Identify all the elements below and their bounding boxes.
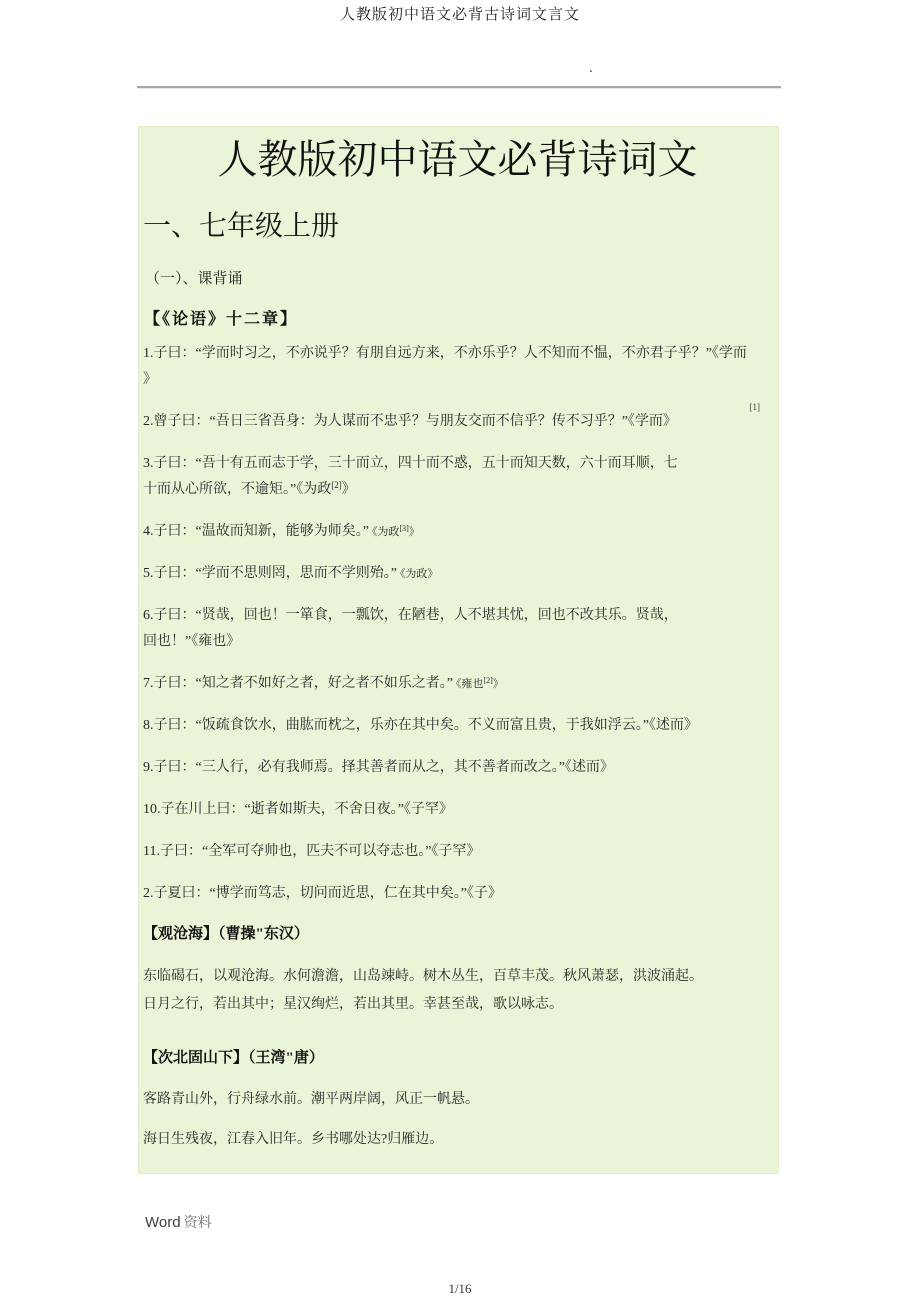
item-text-line: 9.子曰：“三人行，必有我师焉。择其善者而从之，其不善者而改之。”《述而》 <box>143 760 614 775</box>
analects-item-7 <box>143 671 772 697</box>
analects-item-12 <box>143 881 772 907</box>
analects-item-10 <box>143 797 772 823</box>
analects-item-3 <box>143 451 772 503</box>
citation-text: 《为政 <box>371 526 400 538</box>
poem-title: 【次北固山下】（王湾"唐） <box>143 1050 324 1066</box>
page-title: 人教版初中语文必背诗词文 <box>217 137 698 182</box>
source-citation <box>456 678 504 690</box>
item-text: 5.子曰：“学而不思则罔，思而不学则殆。” <box>143 566 397 581</box>
item-text-line: 回也！”《雍也》 <box>143 634 241 649</box>
word-label: Word <box>145 1214 181 1231</box>
subsection-heading-recite: （一）、课背诵 <box>145 271 243 287</box>
item-text-line: 3.子曰：“吾十有五而志于学，三十而立，四十而不惑，五十而知天数，六十而耳顺，七 <box>143 456 678 471</box>
citation-superscript: [2] <box>331 480 342 490</box>
stray-dot: . <box>589 60 593 76</box>
item-text-line: 6.子曰：“贤哉，回也！一箪食，一瓢饮，在陋巷，人不堪其忧，回也不改其乐。贤哉， <box>143 608 678 623</box>
item-text-line: 1.子曰：“学而时习之，不亦说乎？有朋自远方来，不亦乐乎？人不知而不愠，不亦君子乎？”《学而 <box>143 346 747 361</box>
section-heading-grade7-vol1: 一、七年级上册 <box>143 211 340 242</box>
analects-item-8 <box>143 713 772 739</box>
poem-line: 东临碣石，以观沧海。水何澹澹，山岛竦峙。树木丛生，百草丰茂。秋风萧瑟，洪波涌起。 <box>143 969 703 984</box>
poem-guancanghai <box>143 923 772 1019</box>
footer-brand <box>145 1212 212 1232</box>
item-text: 4.子曰：“温故而知新，能够为师矣。” <box>143 524 369 539</box>
analects-item-1 <box>143 341 772 393</box>
item-text: 》 <box>341 482 356 497</box>
analects-item-11 <box>143 839 772 865</box>
poem-cibeigushanxia <box>143 1047 772 1153</box>
ziliao-label: 资料 <box>183 1216 212 1231</box>
page-number: 1/16 <box>448 1281 472 1296</box>
citation-text: 》 <box>408 526 420 538</box>
item-text-line: 》 <box>143 372 157 387</box>
content-sheet <box>138 126 779 1174</box>
item-text-line: 10.子在川上曰：“逝者如斯夫，不舍日夜。”《子罕》 <box>143 802 453 817</box>
item-text-line: 11.子曰：“全军可夺帅也，匹夫不可以夺志也。”《子罕》 <box>143 844 481 859</box>
citation-text: 》 <box>492 678 504 690</box>
footnote-marker: [1] <box>749 402 760 412</box>
citation-text: 《雍也 <box>455 678 484 690</box>
analects-item-6 <box>143 603 772 655</box>
analects-item-4 <box>143 519 772 545</box>
item-text-line: 2.曾子曰：“吾日三省吾身：为人谋而不忠乎？与朋友交而不信乎？传不习乎？”《学而》 <box>143 414 677 429</box>
horizontal-rule <box>137 86 781 89</box>
item-text: 十而从心所欲，不逾矩。”《为政 <box>143 482 332 497</box>
source-citation: 《为政》 <box>399 568 439 580</box>
analects-item-list <box>143 341 772 907</box>
analects-item-2 <box>143 402 772 435</box>
poems-section <box>143 923 772 1153</box>
poem-line: 客路青山外，行舟绿水前。潮平两岸阔，风正一帆悬。 <box>143 1092 479 1107</box>
poem-line: 海日生残夜，江春入旧年。乡书哪处达?归雁边。 <box>143 1132 444 1147</box>
item-text-line: 8.子曰：“饭疏食饮水，曲肱而枕之，乐亦在其中矣。不义而富且贵，于我如浮云。”《述而》 <box>143 718 698 733</box>
citation-superscript: [2] <box>483 676 493 685</box>
citation-superscript: [3] <box>399 524 409 533</box>
document-header-title: 人教版初中语文必背古诗词文言文 <box>339 7 580 23</box>
poem-title: 【观沧海】（曹操"东汉） <box>143 926 309 942</box>
item-text: 7.子曰：“知之者不如好之者，好之者不如乐之者。” <box>143 676 453 691</box>
item-text-line <box>143 477 772 503</box>
analects-chapter-heading: 【《论语》十二章】 <box>144 311 299 328</box>
item-text-line: 2.子夏曰：“博学而笃志，切问而近思，仁在其中矣。”《子》 <box>143 886 502 901</box>
source-citation <box>372 526 420 538</box>
analects-item-9 <box>143 755 772 781</box>
poem-line: 日月之行，若出其中；星汉绚烂，若出其里。幸甚至哉，歌以咏志。 <box>143 997 563 1012</box>
analects-item-5 <box>143 561 772 587</box>
